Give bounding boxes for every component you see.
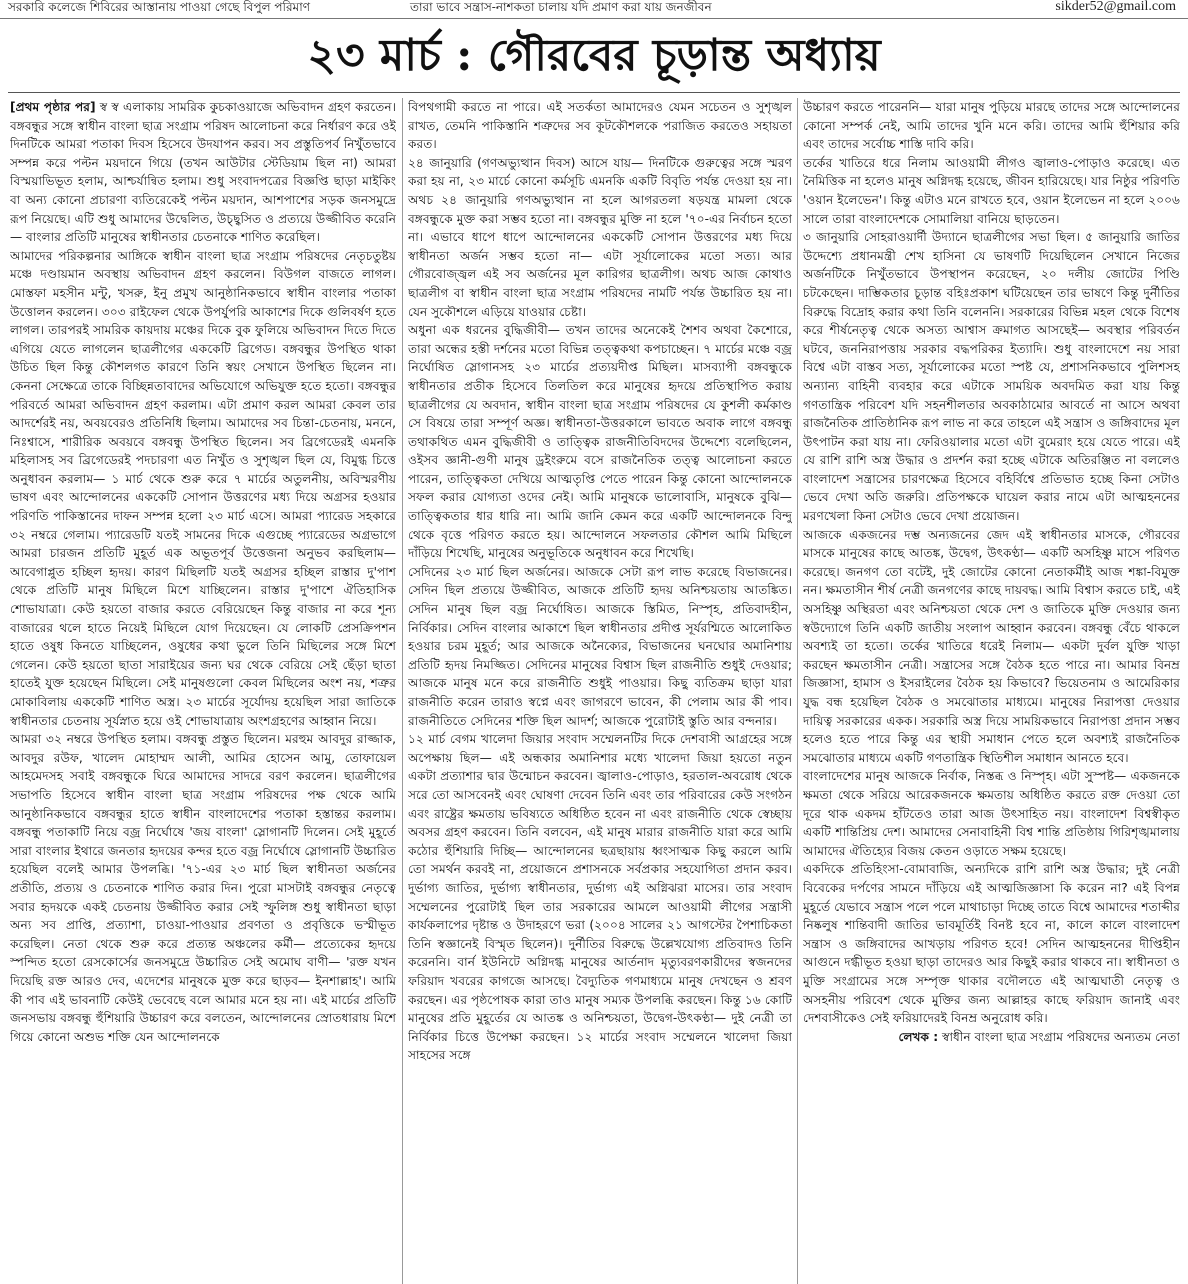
paragraph: ১২ মার্চ বেগম খালেদা জিয়ার সংবাদ সম্মেলনটির দিকে দেশবাসী আগ্রহের সঙ্গে অপেক্ষায় ছিল— এই অন্ধকার অমানিশার মধ্যে খালেদা জিয়া হয়তো নতুন একটা প্রত্যাশার দ্বার উন্মোচন করবেন। জ্বালাও-পোড়াও, হরতাল-অবরোধ থেকে সরে তো আসবেনই এবং ঘোষণা দেবেন তিনি এবং তার পরিবারের কেউ সংগঠন এবং রাষ্ট্রের ক্ষমতায় ভবিষ্যতে অধিষ্ঠিত হবেন না এবং রাজনীতি থেকে স্বেচ্ছায় অবসর গ্রহণ করবেন। তিনি বলবেন, এই মানুষ মারার রাজনীতি যারা করে আমি কঠোর হুঁশিয়ারি দিচ্ছি— আন্দোলনের ছত্রছায়ায় ধ্বংসাত্মক কিছু করলে আমি তো সমর্থন করবই না, প্রয়োজনে প্রশাসনকে সর্বপ্রকার সহযোগিতা প্রদান করব। দুর্ভাগ্য জাতির, দুর্ভাগ্য স্বাধীনতার, দুর্ভাগ্য এই অগ্নিঝরা মাসের। তার সংবাদ সম্মেলনের পুরোটাই ছিল তার সরকারের আমলে আওয়ামী লীগের সন্ত্রাসী কার্যকলাপের দৃষ্টান্ত ও উদাহরণে ভরা (২০০৪ সালের ২১ আগস্টের পৈশাচিকতা তিনি স্বজ্ঞানেই বিস্মৃত ছিলেন)। দুর্নীতির বিরুদ্ধে উল্লেখযোগ্য প্রতিবাদও তিনি করেননি। বার্ন ইউনিটে অগ্নিদগ্ধ মানুষের আর্তনাদ মৃত্যুবরণকারীদের স্বজনদের ফরিয়াদ খবরের কাগজে আসছে। বৈদ্যুতিক গণমাধ্যমে মানুষ দেখছেন ও শ্রবণ করছেন। এর পৃষ্ঠপোষক কারা তাও মানুষ সম্যক উপলব্ধি করছেন। কিন্তু ১৬ কোটি মানুষের প্রতি মুহূর্তের যে আতঙ্ক ও অনিশ্চয়তা, উদ্বেগ-উৎকণ্ঠা— দুই নেত্রী তা নির্বিকার চিত্তে উপেক্ষা করছেন। ১২ মার্চের সংবাদ সম্মেলনে খালেদা জিয়া সাহসের সঙ্গে (408, 732, 792, 1063)
paragraph: ৩ জানুয়ারি সোহরাওয়ার্দী উদ্যানে ছাত্রলীগের সভা ছিল। ৫ জানুয়ারি জাতির উদ্দেশ্যে প্রধানমন্ত্রী শেখ হাসিনা যে ভাষণটি দিয়েছিলেন সেখানে নিজের অর্জনটিকে নিখুঁতভাবে উপস্থাপন করেছেন, ২০ দলীয় জোটের পিণ্ডি চটকেছেন। দাম্ভিকতার চূড়ান্ত বহিঃপ্রকাশ ঘটিয়েছেন তার ভাষণে কিন্তু দুর্নীতির বিরুদ্ধে বিদ্রোহ করার কথা তিনি বলেননি। সরকারের বিভিন্ন মহল থেকে বিশেষ করে শীর্ষনেতৃত্ব থেকে অসত্য আশ্বাস ক্রমাগত আসছেই— অবস্থার পরিবর্তন ঘটবে, জননিরাপত্তায় সরকার বদ্ধপরিকর ইত্যাদি। শুধু বাংলাদেশে নয় সারা বিশ্বে এটা বাস্তব সত্য, সূর্যালোকের মতো স্পষ্ট যে, প্রশাসনিকভাবে পুলিশসহ অন্যান্য বাহিনী ব্যবহার করে এটাকে সাময়িক অবদমিত করা যায় কিন্তু গণতান্ত্রিক পরিবেশ যদি সহনশীলতার অবকাঠামোর আবর্তে না আসে অথবা রাজনৈতিক প্রাতিষ্ঠানিক রূপ লাভ না করে তাহলে এই সন্ত্রাস ও জঙ্গিবাদের মূল উৎপাটন করা যায় না। ফেরিওয়ালার মতো এটা বুমেরাং হয়ে যেতে পারে। এই যে রাশি রাশি অস্ত্র উদ্ধার ও প্রদর্শন করা হচ্ছে এটাকে অতিরঞ্জিত না বললেও বাংলাদেশ সন্ত্রাসের চারণক্ষেত্র হিসেবে বহির্বিশ্বে প্রতিভাত হচ্ছে কিনা সেটাও ভেবে দেখা অতি জরুরি। প্রতিপক্ষকে ঘায়েল করার নামে এটা আত্মহননের মরণখেলা কিনা সেটাও ভেবে দেখা প্রয়োজন। (803, 230, 1180, 524)
paragraph-text: স্ব স্ব এলাকায় সামরিক কুচকাওয়াজে অভিবাদন গ্রহণ করতেন। বঙ্গবন্ধুর সঙ্গে স্বাধীন বাংলা ছাত্র সংগ্রাম পরিষদ আলোচনা করে নির্ধারণ করে ওই দিনটিকে আমরা পতাকা দিবস হিসেবে উদযাপন করব। সব প্রস্তুতিপর্ব নিখুঁতভাবে সম্পন্ন করে পল্টন ময়দানে গিয়ে (তখন আউটার স্টেডিয়াম ছিল না) আমরা বিস্ময়াভিভূত হলাম, আশ্চর্যান্বিত হলাম। শুধু সংবাদপত্রের বিজ্ঞপ্তি ছাড়া মাইকিং বা অন্য কোনো প্রচারণা ব্যতিরেকেই পল্টন ময়দান, আশপাশের সড়ক জনসমুদ্রে রূপ নিয়েছে। এটি শুধু আমাদের উদ্বেলিত, উচ্ছ্বসিত ও প্রত্যয়ে উজ্জীবিত করেনি— বাংলার প্রতিটি মানুষের স্বাধীনতার চেতনাকে শাণিত করেছিল। (10, 100, 396, 245)
top-strip-middle-text: তারা ভাবে সন্ত্রাস-নাশকতা চালায় যদি প্রমাণ করা যায় জনজীবন (410, 0, 712, 14)
column-divider (402, 98, 403, 1284)
column-divider (797, 98, 798, 1284)
paragraph: আমরা ৩২ নম্বরে উপস্থিত হলাম। বঙ্গবন্ধু প্রস্তুত ছিলেন। মরহুম আবদুর রাজ্জাক, আবদুর রউফ, খালেদ মোহাম্মদ আলী, আমির হোসেন আমু, তোফায়েল আহমেদসহ সবাই বঙ্গবন্ধুকে ঘিরে আমাদের সাদরে বরণ করলেন। ছাত্রলীগের সভাপতি হিসেবে স্বাধীন বাংলা ছাত্র সংগ্রাম পরিষদের পক্ষ থেকে আমি আনুষ্ঠানিকভাবে বঙ্গবন্ধুর হাতে স্বাধীন বাংলাদেশের পতাকা হস্তান্তর করলাম। বঙ্গবন্ধু পতাকাটি নিয়ে বজ্র নির্ঘোষে 'জয় বাংলা' স্লোগানটি দিলেন। সেই মুহূর্তে সারা বাংলার ইথারে জনতার হৃদয়ের কন্দর হতে বজ্র নির্ঘোষে স্লোগানটি উচ্চারিত হয়েছিল বলেই আমার উপলব্ধি। '৭১-এর ২৩ মার্চ ছিল স্বাধীনতা অর্জনের প্রতীতি, প্রত্যয় ও চেতনাকে শাণিত করার দিন। পুরো মাসটাই বঙ্গবন্ধুর নেতৃত্বে সবার হৃদয়কে একই চেতনায় উজ্জীবিত করার সেই স্ফুলিঙ্গ শুধু স্বাধীনতা ছাড়া অন্য সব প্রাপ্তি, প্রত্যাশা, চাওয়া-পাওয়ার প্রবণতা ও প্রবৃত্তিকে ভস্মীভূত করেছিল। নেতা থেকে শুরু করে প্রত্যন্ত অঞ্চলের কর্মী— প্রত্যেকের হৃদয়ে স্পন্দিত হতো রেসকোর্সের জনসমুদ্রে উচ্চারিত সেই অমোঘ বাণী— 'রক্ত যখন দিয়েছি রক্ত আরও দেব, এদেশের মানুষকে মুক্ত করে ছাড়ব— ইনশাল্লাহ'। আমি কী পাব এই ভাবনাটি কেউই ভেবেছে বলে আমার মনে হয় না। এই মার্চের প্রতিটি জনসভায় বঙ্গবন্ধু হুঁশিয়ারি উচ্চারণ করে বলতেন, আন্দোলনের স্রোতধারায় মিশে গিয়ে কোনো অশুভ শক্তি যেন আন্দোলনকে (10, 732, 396, 1044)
paragraph: বিপথগামী করতে না পারে। এই সতর্কতা আমাদেরও যেমন সচেতন ও সুশৃঙ্খল রাখত, তেমনি পাকিস্তানি শত্রুদের সব কূটকৌশলকে পরাজিত করতেও সহায়তা করত। (408, 100, 792, 152)
paragraph: তর্কের খাতিরে ধরে নিলাম আওয়ামী লীগও জ্বালাও-পোড়াও করেছে। এত নৈমিত্তিক না হলেও মানুষ অগ্নিদগ্ধ হয়েছে, জীবন হারিয়েছে। যার নিষ্ঠুর পরিণতি 'ওয়ান ইলেভেন'। কিন্তু এটাও মনে রাখতে হবে, ওয়ান ইলেভেন না হলে ২০০৬ সালে তারা বাংলাদেশকে সোমালিয়া বানিয়ে ছাড়তেন। (803, 155, 1180, 226)
author-email: sikder52@gmail.com (1055, 0, 1176, 14)
top-strip-left-text: সরকারি কলেজে শিবিরের আস্তানায় পাওয়া গেছে বিপুল পরিমাণ (8, 0, 310, 14)
article-column-1 (10, 98, 396, 1284)
article-column-3 (803, 98, 1180, 1284)
author-byline (803, 1028, 1180, 1047)
paragraph: অধুনা এক ধরনের বুদ্ধিজীবী— তখন তাদের অনেকেই শৈশব অথবা কৈশোরে, তারা অন্ধের হস্তী দর্শনের মতো বিভিন্ন তত্ত্বকথা কপচাচ্ছেন। ৭ মার্চের মঞ্চে বজ্র নির্ঘোষিত স্লোগানসহ ২৩ মার্চের প্রত্যয়দীপ্ত মিছিল। মাসব্যাপী বঙ্গবন্ধুকে স্বাধীনতার প্রতীক হিসেবে তিলতিল করে মানুষের হৃদয়ে প্রতিস্থাপিত করায় ছাত্রলীগের যে অবদান, স্বাধীন বাংলা ছাত্র সংগ্রাম পরিষদের যে কুশলী কর্মকাণ্ড সে বিষয়ে তারা সম্পূর্ণ অজ্ঞ। স্বাধীনতা-উত্তরকালে ভাবতে অবাক লাগে বঙ্গবন্ধু তথাকথিত এমন বুদ্ধিজীবী ও তাত্ত্বিক রাজনীতিবিদদের উদ্দেশ্যে বলেছিলেন, ওইসব জ্ঞানী-গুণী মানুষ ড্রইংরুমে বসে রাজনৈতিক তত্ত্ব আলোচনা করতে পারেন, তাত্ত্বিকতা দেখিয়ে আত্মতৃপ্তি পেতে পারেন কিন্তু কোনো আন্দোলনকে সফল করার যোগ্যতা ওদের নেই। আমি মানুষকে ভালোবাসি, মানুষকে বুঝি— তাত্ত্বিকতার ধার ধারি না। আমি জানি কেমন করে একটি আন্দোলনকে বিন্দু থেকে বৃত্তে পরিণত করতে হয়। আন্দোলনে সফলতার কৌশল আমি মিছিলে দাঁড়িয়ে শিখেছি, মানুষের অনুভূতিকে অনুধাবন করে শিখেছি। (408, 323, 792, 561)
paragraph: আমাদের পরিকল্পনার আঙ্গিকে স্বাধীন বাংলা ছাত্র সংগ্রাম পরিষদের নেতৃচতুষ্টয় মঞ্চে দণ্ডায়মান অবস্থায় অভিবাদন গ্রহণ করলেন। বিউগল বাজতে লাগল। মোস্তফা মহসীন মন্টু, খসরু, ইনু প্রমুখ আনুষ্ঠানিকভাবে স্বাধীন বাংলার পতাকা উত্তোলন করলেন। ৩০৩ রাইফেল থেকে উপর্যুপরি আকাশের দিকে গুলিবর্ষণ হতে লাগল। তারপরই সামরিক কায়দায় মঞ্চের দিকে বুক ফুলিয়ে অভিবাদন দিতে দিতে এগিয়ে যেতে লাগলেন ছাত্রলীগের এককেটি ব্রিগেড। বঙ্গবন্ধুর উপস্থিত থাকা উচিত ছিল কিন্তু কৌশলগত কারণে তিনি স্বয়ং সেখানে উপস্থিত ছিলেন না। কেননা সেক্ষেত্রে তাকে বিচ্ছিন্নতাবাদের অভিযোগে অভিযুক্ত হতে হতো। বঙ্গবন্ধুর পরিবর্তে আমরা অভিবাদন গ্রহণ করলাম। এটা প্রমাণ করল আমরা কেবল তার আদর্শেরই নয়, অবয়বেরও প্রতিনিধি ছিলাম। আমাদের সব চিন্তা-চেতনায়, মননে, নিঃশ্বাসে, শারীরিক অবয়বে বঙ্গবন্ধু উপস্থিত ছিলেন। সব ব্রিগেডেরই এমনকি মহিলাসহ সব ব্রিগেডেরই পদচারণা এত নিখুঁত ও সুশৃঙ্খল ছিল যে, বিমুগ্ধ চিত্তে অনুধাবন করলাম— ১ মার্চ থেকে শুরু করে ৭ মার্চের অতুলনীয়, অবিস্মরণীয় ভাষণ এবং আন্দোলনের এককেটি সোপান উত্তরণের মধ্য দিয়ে অগ্রসর হওয়ার পরিণতি পাকিস্তানের দাফন সম্পন্ন হলো ২৩ মার্চ এসে। আমরা প্যারেড সহকারে ৩২ নম্বরে গেলাম। প্যারেডটি যতই সামনের দিকে এগুচ্ছে প্যারেডের অগ্রভাগে আমরা চারজন প্রতিটি মুহূর্ত এক অভূতপূর্ব উত্তেজনা অনুভব করছিলাম— আবেগাপ্লুত হচ্ছিল হৃদয়। কারণ মিছিলটি যতই অগ্রসর হচ্ছিল রাস্তার দু'পাশ থেকে প্রতিটি মানুষ মিছিলে মিশে যাচ্ছিলেন। রাস্তার দু'পাশে ঐতিহাসিক শোভাযাত্রা। কেউ হয়তো বাজার করতে বেরিয়েছেন কিন্তু বাজার না করে শূন্য বাজারের থলে হাতে নিয়েই মিছিলে যোগ দিয়েছেন। যে লোকটি প্রেসক্রিপশন হাতে ওষুধ কিনতে যাচ্ছিলেন, ওষুধের কথা ভুলে তিনি মিছিলের সঙ্গে মিশে গেলেন। কেউ হয়তো ছাতা সারাইয়ের জন্য ঘর থেকে বেরিয়ে সেই ছেঁড়া ছাতা হাতেই যুক্ত হয়েছেন মিছিলে। সেই মানুষগুলো কেবল মিছিলের অংশ নয়, শত্রুর মোকাবিলায় এককেটি শাণিত অস্ত্র। ২৩ মার্চের সূর্যোদয় হয়েছিল সারা জাতিকে স্বাধীনতার চেতনায় সূর্যস্নাত হয়ে ওই শোভাযাত্রায় অংশগ্রহণের আহ্বান নিয়ে। (10, 248, 396, 728)
headline-divider (8, 92, 1180, 93)
continued-from-label: [প্রথম পৃষ্ঠার পর] (10, 100, 96, 114)
paragraph: একদিকে প্রতিহিংসা-বোমাবাজি, অন্যদিকে রাশি রাশি অস্ত্র উদ্ধার; দুই নেত্রী বিবেকের দর্পণের সামনে দাঁড়িয়ে এই আত্মজিজ্ঞাসা কি করেন না? এই বিপন্ন মুহূর্তে যেভাবে সন্ত্রাস পলে পলে মাথাচাড়া দিচ্ছে তাতে বিশ্বে আমাদের শতাব্দীর নিষ্কলুষ শান্তিবাদী জাতির ভাবমূর্তিই বিনষ্ট হবে না, কালে কালে বাংলাদেশ সন্ত্রাস ও জঙ্গিবাদের আখড়ায় পরিণত হবে! সেদিন আত্মহননের দীপ্তিহীন আগুনে দগ্ধীভূত হওয়া ছাড়া তাদেরও আর কিছুই করার থাকবে না। স্বাধীনতা ও মুক্তি সংগ্রামের সঙ্গে সম্পৃক্ত থাকার বদৌলতে এই আত্মঘাতী নেতৃত্ব ও অসহনীয় পরিবেশ থেকে মুক্তির জন্য আল্লাহর কাছে ফরিয়াদ জানাই এবং দেশবাসীকেও সেই ফরিয়াদেরই বিনম্র অনুরোধ করি। (803, 862, 1180, 1026)
paragraph (10, 98, 396, 247)
paragraph: আজকে একজনের দম্ভ অন্যজনের জেদ এই স্বাধীনতার মাসকে, গৌরবের মাসকে মানুষের কাছে আতঙ্ক, উদ্বেগ, উৎকণ্ঠা— একটি অসহিষ্ণু মাসে পরিণত করেছে। জনগণ তো বটেই, দুই জোটের কোনো নেতাকর্মীই আজ শঙ্কা-বিমুক্ত নন। ক্ষমতাসীন শীর্ষ নেত্রী জনগণের কাছে দায়বদ্ধ। আমি বিশ্বাস করতে চাই, এই অসহিষ্ণু অস্থিরতা এবং অনিশ্চয়তা থেকে দেশ ও জাতিকে মুক্তি দেওয়ার জন্য স্বউদ্যোগে তিনি একটি জাতীয় সংলাপ আহ্বান করবেন। বঙ্গবন্ধু বেঁচে থাকলে অবশ্যই তা হতো। তর্কের খাতিরে ধরেই নিলাম— একটা দুর্বল যুক্তি খাড়া করছেন ক্ষমতাসীন নেত্রী। সন্ত্রাসের সঙ্গে বৈঠক হতে পারে না। আমার বিনম্র জিজ্ঞাসা, হামাস ও ইসরাইলের বৈঠক হয় কিভাবে? ভিয়েতনাম ও আমেরিকার যুদ্ধ বন্ধ হয়েছিল বৈঠক ও সমঝোতার মাধ্যমে। মানুষের নিরাপত্তা দেওয়ার দায়িত্ব সরকারের একক। সরকারি অস্ত্র দিয়ে সাময়িকভাবে নিরাপত্তা প্রদান সম্ভব হলেও হতে পারে কিন্তু এর স্থায়ী সমাধান পেতে হলে অবশ্যই রাজনৈতিক সমঝোতার মাধ্যমে একটি গণতান্ত্রিক স্থিতিশীল সমাধান আনতে হবে। (803, 527, 1180, 765)
paragraph: উচ্চারণ করতে পারেননি— যারা মানুষ পুড়িয়ে মারছে তাদের সঙ্গে আন্দোলনের কোনো সম্পর্ক নেই, আমি তাদের খুনি মনে করি। তাদের আমি হুঁশিয়ার করি এবং তাদের সর্বোচ্চ শাস্তি দাবি করি। (803, 100, 1180, 152)
paragraph: সেদিনের ২৩ মার্চ ছিল অর্জনের। আজকে সেটা রূপ লাভ করেছে বিভাজনের। সেদিন ছিল প্রত্যয়ে উজ্জীবিত, আজকে প্রতিটি হৃদয় অনিশ্চয়তায় আতঙ্কিত। সেদিন মানুষ ছিল বজ্র নির্ঘোষিত। আজকে স্তিমিত, নিস্পৃহ, প্রতিবাদহীন, নির্বিকার। সেদিন বাংলার আকাশে ছিল স্বাধীনতার প্রদীপ্ত সূর্যরশ্মিতে আলোকিত হওয়ার চরম মুহূর্ত; আর আজকে অনৈক্যের, বিভাজনের ঘনঘোর অমানিশায় প্রতিটি হৃদয় নিমজ্জিত। সেদিনের মানুষের বিশ্বাস ছিল রাজনীতি শুধুই দেওয়ার; আজকে মানুষ মনে করে রাজনীতি শুধুই পাওয়ার। কিছু ব্যতিক্রম ছাড়া যারা রাজনীতি করেন তারাও স্বপ্নে এবং জাগরণে ভাবেন, কী পেলাম আর কী পাব। রাজনীতিতে সেদিনের শক্তি ছিল আদর্শ; আজকে পুরোটাই স্তুতি আর বন্দনার। (408, 564, 792, 728)
paragraph: বাংলাদেশের মানুষ আজকে নির্বাক, নিস্তব্ধ ও নিস্পৃহ। এটা সুস্পষ্ট— একজনকে ক্ষমতা থেকে সরিয়ে আরেকজনকে ক্ষমতায় অধিষ্ঠিত করতে রক্ত দেওয়া তো দূরে থাক একদম হাঁটতেও তারা আজ উৎসাহিত নয়। বাংলাদেশ বিশ্বস্বীকৃত একটি শান্তিপ্রিয় দেশ। আমাদের সেনাবাহিনী বিশ্ব শান্তি প্রতিষ্ঠায় গিরিশৃঙ্খমালায় আমাদের ঐতিহ্যের বিজয় কেতন ওড়াতে সক্ষম হয়েছে। (803, 769, 1180, 858)
byline-label: লেখক : (898, 1029, 939, 1044)
article-column-2 (408, 98, 792, 1284)
byline-text: স্বাধীন বাংলা ছাত্র সংগ্রাম পরিষদের অন্যতম নেতা (938, 1029, 1180, 1044)
top-strip (0, 0, 1188, 19)
article-headline: ২৩ মার্চ : গৌরবের চূড়ান্ত অধ্যায় (307, 30, 881, 81)
paragraph: ২৪ জানুয়ারি (গণঅভ্যুত্থান দিবস) আসে যায়— দিনটিকে গুরুত্বের সঙ্গে স্মরণ করা হয় না, ২৩ মার্চে কোনো কর্মসূচি এমনকি একটি বিবৃতি পর্যন্ত দেওয়া হয় না। অথচ ২৪ জানুয়ারি গণঅভ্যুত্থান না হলে আগরতলা ষড়যন্ত্র মামলা থেকে বঙ্গবন্ধুকে মুক্ত করা সম্ভব হতো না। বঙ্গবন্ধুর মুক্তি না হলে '৭০-এর নির্বাচন হতো না। এভাবে ধাপে ধাপে আন্দোলনের এককেটি সোপান উত্তরণের মধ্য দিয়ে স্বাধীনতা অর্জন সম্ভব হতো না— এটা সূর্যালোকের মতো সত্য। আর গৌরবোজ্জ্বল এই সব অর্জনের মূল কারিগর ছাত্রলীগ। অথচ আজ কোথাও ছাত্রলীগ বা স্বাধীন বাংলা ছাত্র সংগ্রাম পরিষদের নামটি পর্যন্ত উচ্চারিত হয় না। যেন সুকৌশলে এড়িয়ে যাওয়ার চেষ্টা। (408, 155, 792, 319)
